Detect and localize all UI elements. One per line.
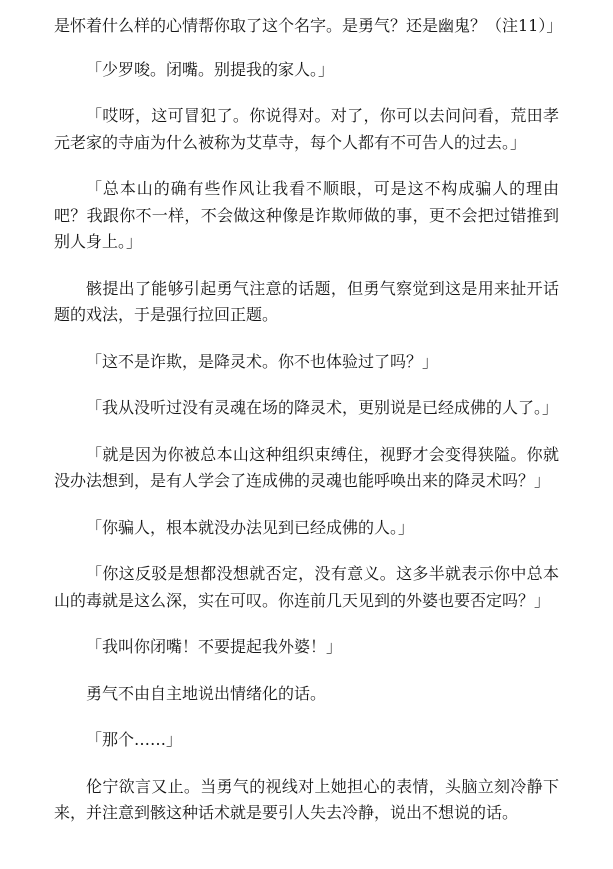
paragraph-dialogue: 「你骗人，根本就没办法见到已经成佛的人。」	[86, 517, 415, 537]
paragraph-dialogue: 「总本山的确有些作风让我看不顺眼，可是这不构成骗人的理由吧？我跟你不一样，不会做这种像是诈欺师做的事，更不会把过错推到别人身上。」	[54, 179, 559, 251]
paragraph-narration: 骸提出了能够引起勇气注意的话题，但勇气察觉到这是用来扯开话题的戏法，于是强行拉回正题。	[54, 278, 559, 324]
page-text	[54, 13, 563, 847]
paragraph-narration: 勇气不由自主地说出情绪化的话。	[86, 683, 327, 703]
paragraph-narration: 伦宁欲言又止。当勇气的视线对上她担心的表情，头脑立刻冷静下来，并注意到骸这种话术就是要引人失去冷静，说出不想说的话。	[54, 776, 559, 822]
paragraph-dialogue: 「我叫你闭嘴！不要提起我外婆！」	[86, 637, 343, 656]
paragraph-dialogue: 「少罗唆。闭嘴。别提我的家人。」	[86, 59, 335, 79]
paragraph-dialogue: 「哎呀，这可冒犯了。你说得对。对了，你可以去问问看，荒田孝元老家的寺庙为什么被称为艾草寺，每个人都有不可告人的过去。」	[54, 106, 559, 152]
paragraph-dialogue: 「这不是诈欺，是降灵术。你不也体验过了吗？」	[86, 351, 439, 371]
paragraph-dialogue: 「你这反驳是想都没想就否定，没有意义。这多半就表示你中总本山的毒就是这么深，实在可叹。你连前几天见到的外婆也要否定吗？」	[54, 564, 559, 610]
paragraph-dialogue: 「就是因为你被总本山这种组织束缚住，视野才会变得狭隘。你就没办法想到，是有人学会了连成佛的灵魂也能呼唤出来的降灵术吗？」	[54, 444, 559, 490]
paragraph-continued: 是怀着什么样的心情帮你取了这个名字。是勇气？还是幽鬼？（注11）」	[54, 16, 563, 35]
paragraph-dialogue: 「我从没听过没有灵魂在场的降灵术，更别说是已经成佛的人了。」	[86, 398, 559, 417]
paragraph-dialogue: 「那个……」	[86, 730, 183, 749]
